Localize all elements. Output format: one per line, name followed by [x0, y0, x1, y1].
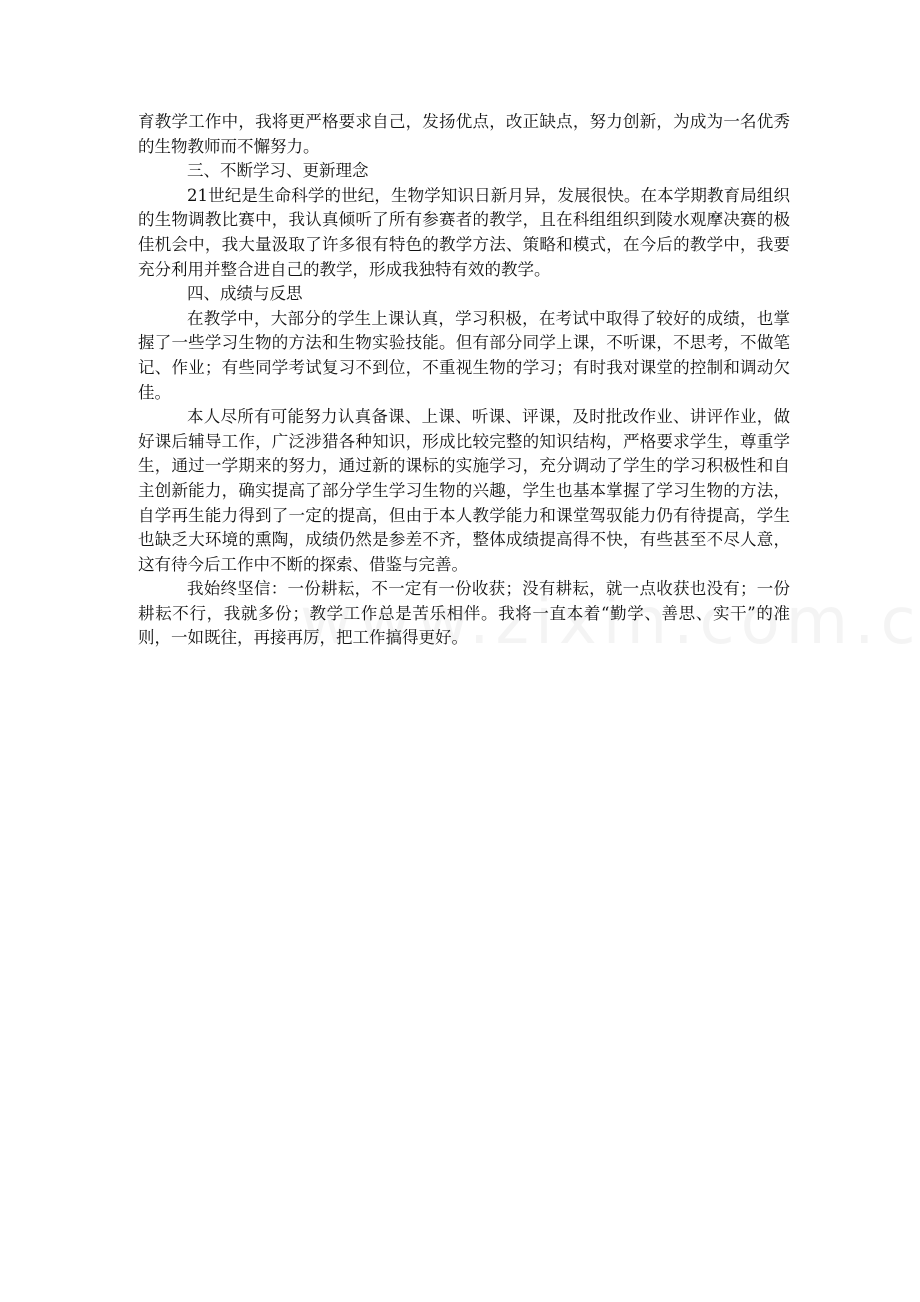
- paragraph-results: 在教学中，大部分的学生上课认真，学习积极，在考试中取得了较好的成绩，也掌握了一些学习生物的方法和生物实验技能。但有部分同学上课，不听课，不思考，不做笔记、作业；有些同学考试复习不到位，不重视生物的学习；有时我对课堂的控制和调动欠佳。: [138, 308, 790, 402]
- section-heading-3: 三、不断学习、更新理念: [187, 161, 369, 181]
- paragraph-effort: 本人尽所有可能努力认真备课、上课、听课、评课，及时批改作业、讲评作业，做好课后辅导工作，广泛涉猎各种知识，形成比较完整的知识结构，严格要求学生，尊重学生，通过一学期来的努力，通过新的课标的实施学习，充分调动了学生的学习积极性和自主创新能力，确实提高了部分学生学习生物的兴趣，学生也基本掌握了学习生物的方法，自学再生能力得到了一定的提高，但由于本人教学能力和课堂驾驭能力仍有待提高，学生也缺乏大环境的熏陶，成绩仍然是参差不齐，整体成绩提高得不快，有些甚至不尽人意，这有待今后工作中不断的探索、借鉴与完善。: [138, 407, 790, 574]
- paragraph-belief: 我始终坚信：一份耕耘，不一定有一份收获；没有耕耘，就一点收获也没有；一份耕耘不行，我就多份；教学工作总是苦乐相伴。我将一直本着“勤学、善思、实干”的准则，一如既往，再接再厉，把工作搞得更好。: [138, 579, 790, 648]
- paragraph-learning: 21世纪是生命科学的世纪，生物学知识日新月异，发展很快。在本学期教育局组织的生物调教比赛中，我认真倾听了所有参赛者的教学，且在科组组织到陵水观摩决赛的极佳机会中，我大量汲取了许多很有特色的教学方法、策略和模式，在今后的教学中，我要充分利用并整合进自己的教学，形成我独特有效的教学。: [138, 185, 790, 279]
- document-body: [138, 110, 790, 651]
- paragraph-continuation: 育教学工作中，我将更严格要求自己，发扬优点，改正缺点，努力创新，为成为一名优秀的生物教师而不懈努力。: [138, 112, 790, 156]
- section-heading-4: 四、成绩与反思: [187, 284, 303, 304]
